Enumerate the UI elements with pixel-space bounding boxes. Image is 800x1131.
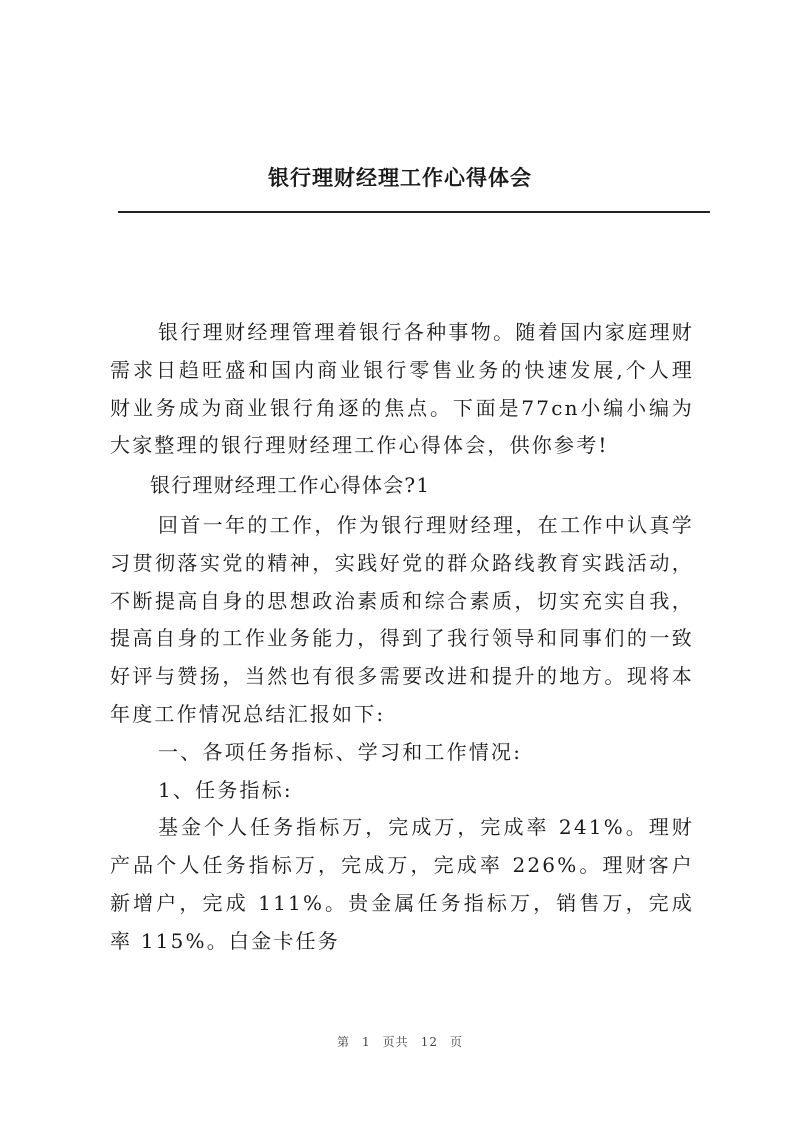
paragraph-intro: 银行理财经理管理着银行各种事物。随着国内家庭理财需求日趋旺盛和国内商业银行零售业务的快速发展,个人理财业务成为商业银行角逐的焦点。下面是77cn小编小编为大家整理的银行理财经理工作心得体会，供你参考! [110,320,694,458]
footer-total-pages: 12 [420,1035,438,1049]
document-body [110,314,694,961]
footer-label-end: 页 [449,1035,463,1049]
document-title: 银行理财经理工作心得体会 [268,165,532,190]
paragraph-section-one: 一、各项任务指标、学习和工作情况: [158,739,523,764]
page-footer [0,1033,800,1050]
paragraph-task-indicators: 1、任务指标: [158,777,293,802]
paragraph-task-details: 基金个人任务指标万，完成万，完成率 241%。理财产品个人任务指标万，完成万，完成率 226%。理财客户新增户，完成 111%。贵金属任务指标万，销售万，完成率 115%。白金卡任务 [110,815,694,953]
footer-label-page: 第 [337,1035,351,1049]
footer-label-of: 页共 [382,1035,409,1049]
paragraph-review: 回首一年的工作，作为银行理财经理，在工作中认真学习贯彻落实党的精神，实践好党的群众路线教育实践活动，不断提高自身的思想政治素质和综合素质，切实充实自我，提高自身的工作业务能力，得到了我行领导和同事们的一致好评与赞扬，当然也有很多需要改进和提升的地方。现将本年度工作情况总结汇报如下: [110,512,694,726]
footer-current-page: 1 [362,1035,371,1049]
title-underline [118,211,710,213]
section-heading: 银行理财经理工作心得体会?1 [150,473,431,498]
